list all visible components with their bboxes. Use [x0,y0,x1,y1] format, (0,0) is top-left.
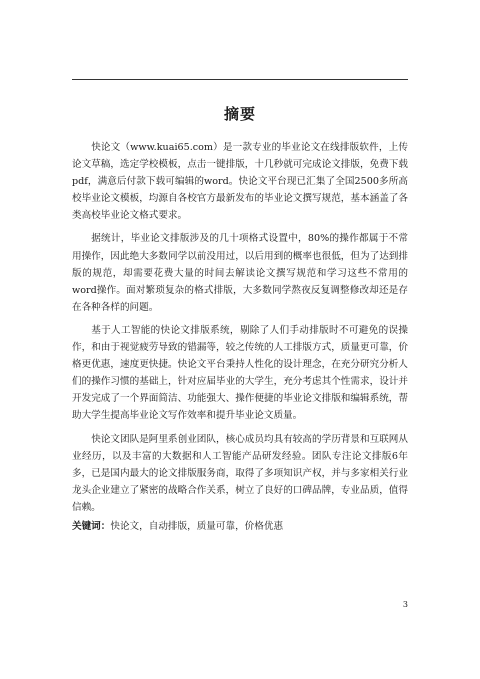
abstract-body [72,139,408,522]
page-number: 3 [402,600,408,609]
abstract-title: 摘要 [223,105,256,123]
keywords-text: 快论文，自动排版，质量可靠，价格优惠 [110,521,284,532]
abstract-paragraph-3: 基于人工智能的快论文排版系统，剔除了人们手动排版时不可避免的误操作，和由于视觉疲劳导致的错漏等，较之传统的人工排版方式，质量更可靠，价格更优惠，速度更快捷。快论文平台秉持人性化的设计理念，在充分研究分析人们的操作习惯的基础上，针对应届毕业的大学生，充分考虑其个性需求，设计并开发完成了一个界面简洁、功能强大、操作便捷的毕业论文排版和编辑系统，帮助大学生提高毕业论文写作效率和提升毕业论文质量。 [72,324,408,422]
abstract-paragraph-1: 快论文（www.kuai65.com）是一款专业的毕业论文在线排版软件，上传论文草稿，选定学校模板，点击一键排版，十几秒就可完成论文排版，免费下载pdf，满意后付款下载可编辑的word。快论文平台现已汇集了全国2500多所高校毕业论文模板，均源自各校官方最新发布的毕业论文撰写规范，基本涵盖了各类高校毕业论文格式要求。 [72,142,408,222]
abstract-paragraph-4: 快论文团队是阿里系创业团队，核心成员均具有较高的学历背景和互联网从业经历，以及丰富的大数据和人工智能产品研发经验。团队专注论文排版6年多，已是国内最大的论文排版服务商，取得了多项知识产权，并与多家相关行业龙头企业建立了紧密的战略合作关系，树立了良好的口碑品牌，专业品质，值得信赖。 [72,433,408,513]
abstract-paragraph-2: 据统计，毕业论文排版涉及的几十项格式设置中，80%的操作都属于不常用操作，因此绝大多数同学以前没用过，以后用到的概率也很低，但为了达到排版的规范，却需要花费大量的时间去解读论文撰写规范和学习这些不常用的word操作。面对繁琐复杂的格式排版，大多数同学熬夜反复调整修改却还是存在各种各样的问题。 [72,233,408,313]
header-rule [72,79,408,80]
keywords-line [72,519,408,535]
keywords-label: 关键词： [72,521,111,532]
